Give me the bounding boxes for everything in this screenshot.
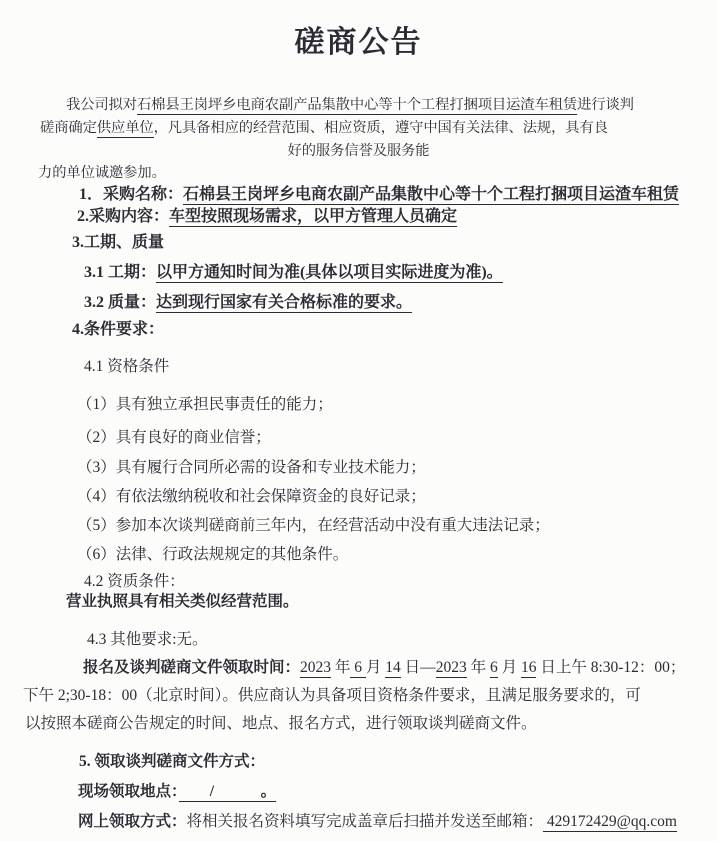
- online-label: 网上领取方式：: [78, 813, 187, 830]
- section5-heading: 5. 领取谈判磋商文件方式：: [79, 753, 266, 770]
- item1-value: 石棉县王岗坪乡电商农副产品集散中心等十个工程打捆项目运渣车租赁: [183, 186, 680, 203]
- section4-heading: 4.条件要求：: [72, 321, 165, 338]
- sub43-row: 4.3 其他要求:无。: [87, 631, 208, 648]
- item1-label: 采购名称：: [103, 186, 184, 203]
- reg-year2: 2023: [435, 659, 467, 676]
- reg-sep1: 年: [331, 659, 351, 676]
- reg-day2: 16: [520, 659, 537, 676]
- item2-value: 车型按照现场需求，以甲方管理人员确定: [169, 208, 458, 225]
- reg-sep5: 月: [497, 659, 521, 676]
- reg-sep2: 月: [365, 659, 386, 676]
- reg-month1: 6: [350, 659, 366, 676]
- supplier-underlined: 供应单位: [96, 120, 154, 136]
- registration-line-3: 以按照本磋商公告规定的时间、地点、报名方式，进行领取谈判磋商文件。: [25, 715, 537, 732]
- condition-item: （5）参加本次谈判磋商前三年内，在经营活动中没有重大违法记录；: [77, 517, 550, 534]
- reg-tail: 日上午 8:30-12：00；: [536, 659, 686, 676]
- registration-line-2: 下午 2;30-18：00（北京时间）。供应商认为具备项目资格条件要求，且满足服务要求的，可: [23, 687, 641, 704]
- page-title: 磋商公告: [294, 26, 423, 59]
- purchase-content-row: [77, 206, 717, 227]
- condition-item: （4）有依法缴纳税收和社会保障资金的良好记录；: [77, 488, 426, 505]
- intro-l2-pre: 磋商确定: [40, 120, 97, 136]
- quality-row: [84, 292, 717, 313]
- item2-label: 采购内容：: [89, 208, 170, 225]
- onsite-pickup-row: [78, 781, 717, 802]
- condition-item: （6）法律、行政法规规定的其他条件。: [77, 546, 349, 563]
- intro-l2-post: ，凡具备相应的经营范围、相应资质，遵守中国有关法律、法规，具有良: [153, 120, 608, 136]
- item31-value: 以甲方通知时间为准(具体以项目实际进度为准)。: [156, 264, 503, 281]
- item32-value: 达到现行国家有关合格标准的要求。: [156, 294, 413, 311]
- condition-item: （1）具有独立承担民事责任的能力；: [77, 396, 333, 413]
- project-name-underlined: 石棉县王岗坪乡电商农副产品集散中心等十个工程打捆项目运渣车租赁: [136, 97, 578, 113]
- item2-number: 2.: [77, 208, 89, 225]
- reg-sep4: 年: [466, 659, 490, 676]
- purchase-name-row: [79, 184, 717, 205]
- online-pickup-row: [78, 811, 717, 832]
- intro-line-1: [66, 95, 717, 116]
- contact-email: 429172429@qq.com: [543, 813, 677, 830]
- condition-item: （3）具有履行合同所必需的设备和专业技术能力；: [77, 459, 426, 476]
- intro-l1-post: 进行谈判: [577, 97, 634, 113]
- onsite-blank-value: / 。: [178, 783, 277, 800]
- duration-row: [84, 262, 717, 283]
- item31-label: 3.1 工期：: [84, 264, 157, 281]
- online-text: 将相关报名资料填写完成盖章后扫描并发送至邮箱：: [186, 813, 544, 830]
- reg-month2: 6: [489, 659, 498, 676]
- intro-line-4: 力的单位诚邀参加。: [38, 165, 166, 181]
- section3-heading: 3.工期、质量: [72, 234, 165, 251]
- registration-label: 报名及谈判磋商文件领取时间：: [83, 659, 301, 676]
- item32-label: 3.2 质量：: [84, 294, 157, 311]
- item1-number: 1．: [79, 186, 104, 203]
- sub42-value: 营业执照具有相关类似经营范围。: [66, 593, 299, 610]
- onsite-label: 现场领取地点：: [78, 783, 179, 800]
- sub42-heading: 4.2 资质条件：: [84, 573, 185, 590]
- registration-time-row: [83, 657, 717, 678]
- reg-sep3: 日—: [400, 659, 436, 676]
- intro-l1-pre: 我公司拟对: [66, 97, 137, 113]
- intro-line-3: 好的服务信誉及服务能: [287, 143, 430, 159]
- reg-day1: 14: [385, 659, 401, 676]
- reg-year1: 2023: [300, 659, 332, 676]
- condition-item: （2）具有良好的商业信誉；: [77, 429, 271, 446]
- intro-line-2: [40, 118, 717, 139]
- sub41-heading: 4.1 资格条件: [84, 358, 170, 375]
